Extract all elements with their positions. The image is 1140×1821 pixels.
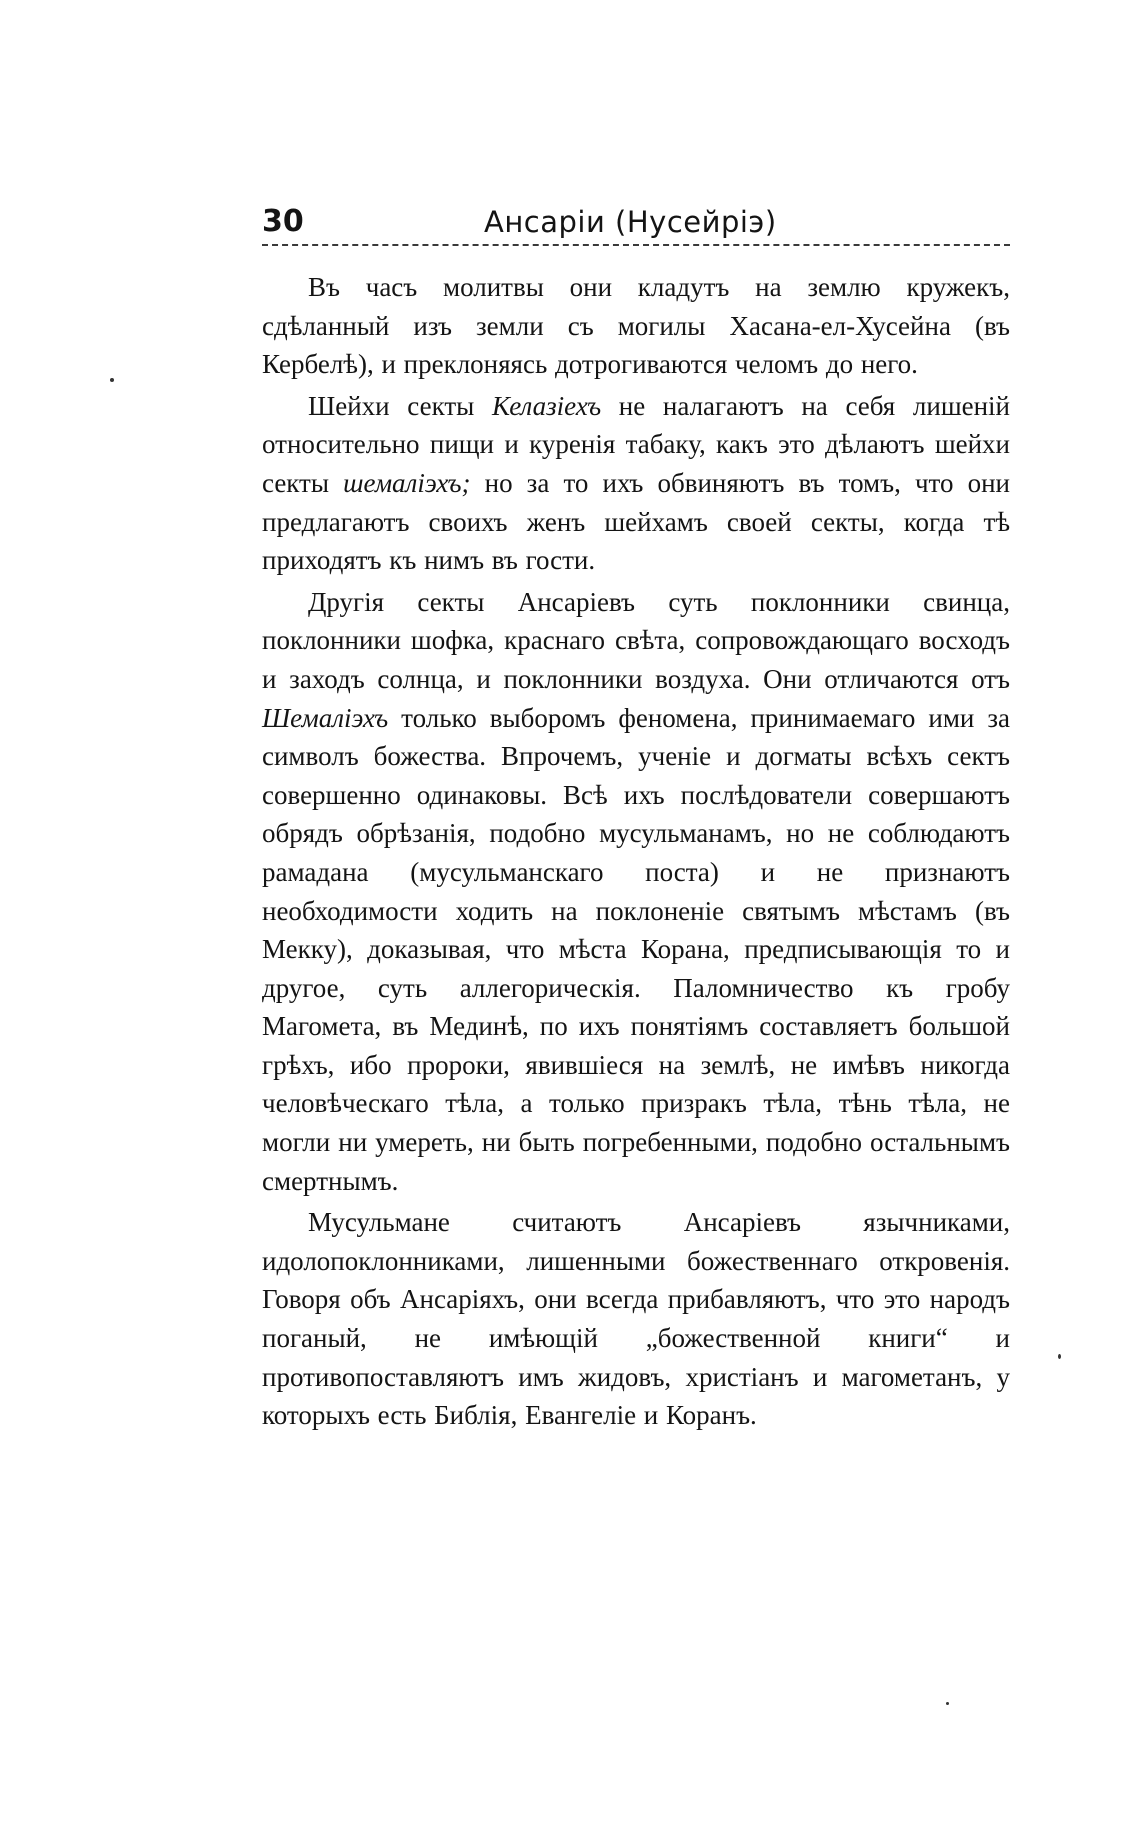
- running-head: [262, 200, 1010, 244]
- scan-speck: [1058, 1354, 1061, 1359]
- paragraph-4-text: Мусульмане считаютъ Ансаріевъ язычниками, идолопоклонниками, лишенными божественнаго откровенія. Говоря объ Ансаріяхъ, они всегда прибавляютъ, что это народъ поганый, не имѣющій „божественной книги“ и противопоставляютъ имъ жидовъ, христіанъ и магометанъ, у которыхъ есть Библія, Евангеліе и Коранъ.: [262, 1207, 1010, 1431]
- paragraph-2-text-a: Шейхи секты: [308, 390, 492, 421]
- body-text: [262, 268, 1010, 1438]
- scan-speck: [110, 378, 114, 382]
- page-number: 30: [262, 204, 304, 239]
- paragraph-4: [262, 1203, 1010, 1435]
- running-title: Ансаріи (Нусейріэ): [484, 205, 777, 239]
- paragraph-1: [262, 268, 1010, 384]
- paragraph-3-text-b: только выборомъ феномена, принимаемаго ими за символъ божества. Впрочемъ, ученіе и догматы всѣхъ сектъ совершенно одинаковы. Всѣ ихъ послѣдователи совершаютъ обрядъ обрѣзанія, подобно мусульманамъ, но не соблюдаютъ рамадана (мусульманскаго поста) и не признаютъ необходимости ходить на поклоненіе святымъ мѣстамъ (въ Мекку), доказывая, что мѣста Корана, предписывающія то и другое, суть аллегорическія. Паломничество къ гробу Магомета, въ Мединѣ, по ихъ понятіямъ составляетъ большой грѣхъ, ибо пророки, явившіеся на землѣ, не имѣвъ никогда человѣческаго тѣла, а только призракъ тѣла, тѣнь тѣла, не могли ни умереть, ни быть погребенными, подобно остальнымъ смертнымъ.: [262, 702, 1010, 1196]
- scan-speck: [946, 1702, 949, 1705]
- paragraph-3-text-a: Другія секты Ансаріевъ суть поклонники свинца, поклонники шофка, краснаго свѣта, сопровождающаго восходъ и заходъ солнца, и поклонники воздуха. Они отличаются отъ: [262, 586, 1010, 694]
- sect-name-shemalieh-2: Шемаліэхъ: [262, 702, 389, 733]
- header-rule: [262, 244, 1010, 246]
- paragraph-1-text: Въ часъ молитвы они кладутъ на землю кружекъ, сдѣланный изъ земли съ могилы Хасана-ел-Хусейна (въ Кербелѣ), и преклоняясь дотрогиваются челомъ до него.: [262, 272, 1010, 380]
- sect-name-kelazieh: Келазіехъ: [491, 390, 602, 421]
- paragraph-2: [262, 387, 1010, 580]
- sect-name-shemalieh: шемаліэхъ;: [343, 467, 471, 498]
- paragraph-2-text-b: не налагаютъ на себя лишеній относительно пищи и куренія табаку, какъ это дѣлаютъ шейхи секты: [262, 390, 1010, 498]
- paragraph-3: [262, 583, 1010, 1201]
- paragraph-2-text-c: но за то ихъ обвиняютъ въ томъ, что они предлагаютъ своихъ женъ шейхамъ своей секты, когда тѣ приходятъ къ нимъ въ гости.: [262, 467, 1011, 576]
